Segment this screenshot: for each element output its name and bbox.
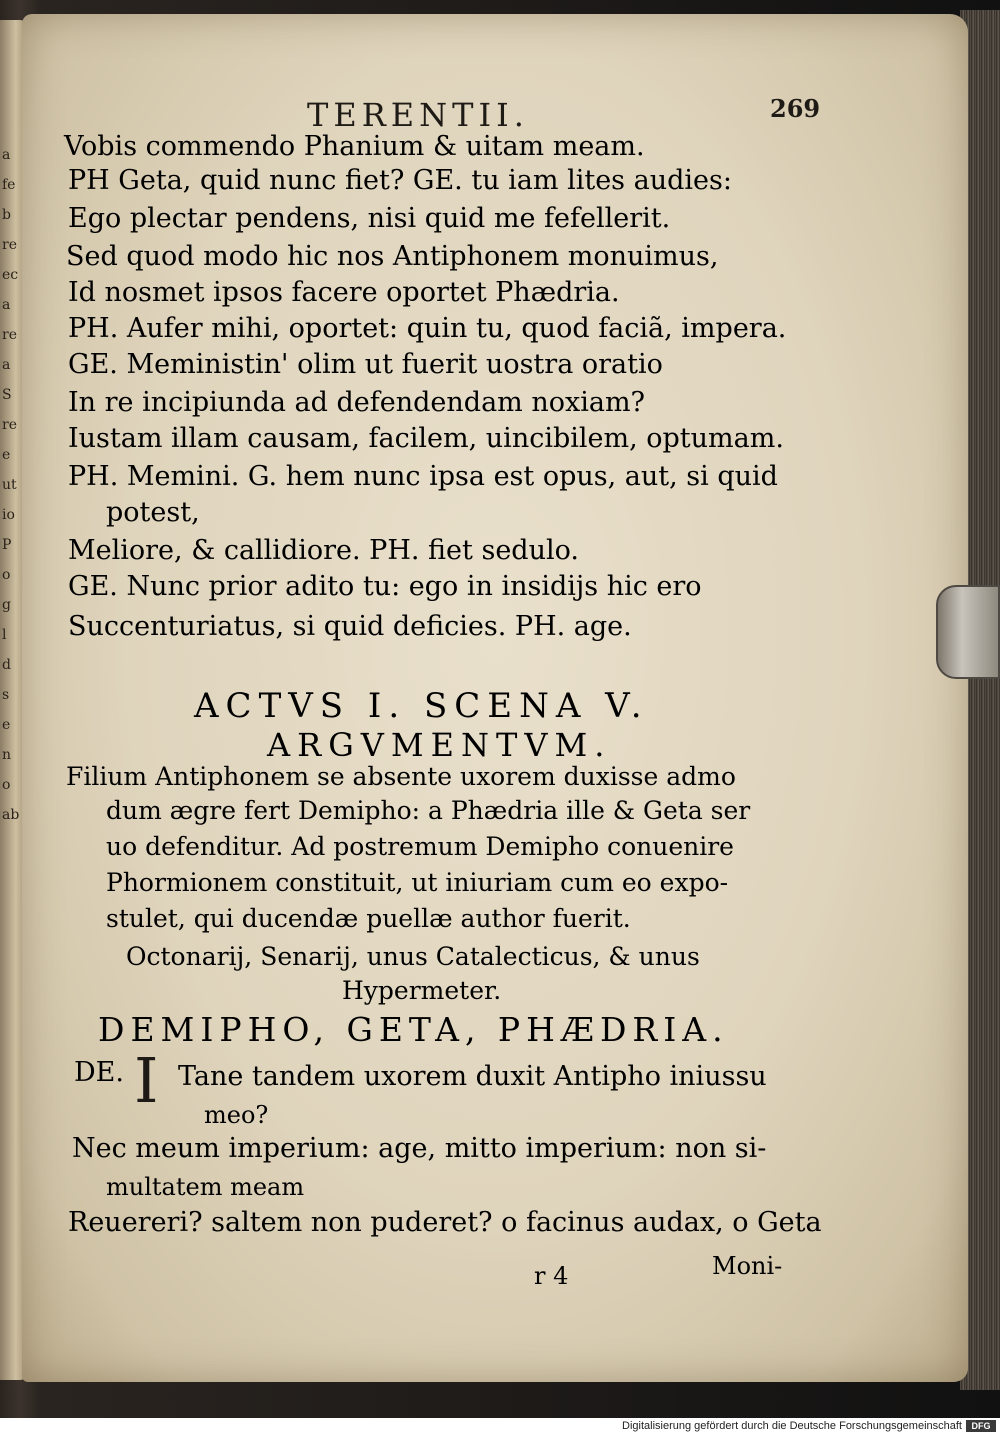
verse-line: GE. Nunc prior adito tu: ego in insidijs hic ero <box>68 571 702 602</box>
facing-page-fragment: ab <box>2 807 20 823</box>
verse-line: Iustam illam causam, facilem, uincibilem, optumam. <box>68 423 784 454</box>
footer-credit: Digitalisierung gefördert durch die Deutsche Forschungsgemeinschaft <box>622 1420 962 1432</box>
verse-line: Ego plectar pendens, nisi quid me fefellerit. <box>68 203 671 234</box>
verse-line: meo? <box>204 1101 269 1129</box>
dfg-logo: DFG <box>966 1420 996 1432</box>
facing-page-fragment: g <box>2 597 11 613</box>
facing-page-fragment: n <box>2 747 12 763</box>
page-number: 269 <box>770 94 821 123</box>
argument-line: stulet, qui ducendæ puellæ author fuerit. <box>106 904 631 933</box>
verse-line: multatem meam <box>106 1173 305 1201</box>
verse-line: Meliore, & callidiore. PH. fiet sedulo. <box>68 535 579 566</box>
signature-mark: r 4 <box>534 1262 569 1290</box>
facing-page-fragment: io <box>2 507 15 523</box>
argument-heading: ARGVMENTVM. <box>267 726 612 764</box>
running-head: TERENTII. <box>307 96 529 134</box>
verse-line: Reuereri? saltem non puderet? o facinus audax, o Geta <box>68 1207 822 1238</box>
verse-line: Sed quod modo hic nos Antiphonem monuimus, <box>66 241 719 272</box>
facing-page-fragment: b <box>2 207 11 223</box>
verse-line: PH Geta, quid nunc fiet? GE. tu iam lites audies: <box>68 165 732 196</box>
footer-bar <box>0 1418 1000 1434</box>
facing-page-fragments <box>2 140 24 1340</box>
personae-heading: DEMIPHO, GETA, PHÆDRIA. <box>98 1010 729 1049</box>
facing-page-fragment: S <box>2 387 12 403</box>
drop-initial: I <box>134 1044 159 1117</box>
meter-line: Octonarij, Senarij, unus Catalecticus, & unus <box>126 942 700 971</box>
book-page <box>22 14 968 1382</box>
facing-page-fragment: re <box>2 237 17 253</box>
facing-page-fragment: o <box>2 777 11 793</box>
facing-page-fragment: d <box>2 657 11 673</box>
verse-line: Tane tandem uxorem duxit Antipho iniussu <box>178 1061 767 1092</box>
catchword: Moni- <box>712 1252 783 1280</box>
verse-line: In re incipiunda ad defendendam noxiam? <box>68 387 646 418</box>
facing-page-fragment: re <box>2 417 17 433</box>
facing-page-fragment: fe <box>2 177 16 193</box>
facing-page-fragment: o <box>2 567 11 583</box>
facing-page-fragment: s <box>2 687 10 703</box>
verse-line: Id nosmet ipsos facere oportet Phædria. <box>68 277 620 308</box>
page-clip <box>936 585 1000 679</box>
facing-page-fragment: a <box>2 147 11 163</box>
facing-page-fragment: e <box>2 447 11 463</box>
facing-page-fragment: a <box>2 357 11 373</box>
verse-line: GE. Meministin' olim ut fuerit uostra oratio <box>68 349 663 380</box>
speaker-label: DE. <box>74 1057 124 1088</box>
facing-page-fragment: e <box>2 717 11 733</box>
argument-line: Filium Antiphonem se absente uxorem duxisse admo <box>66 762 736 791</box>
facing-page-fragment: P <box>2 537 12 553</box>
facing-page-fragment: a <box>2 297 11 313</box>
meter-line: Hypermeter. <box>342 976 502 1005</box>
verse-line: Vobis commendo Phanium & uitam meam. <box>64 131 645 162</box>
facing-page-fragment: l <box>2 627 7 643</box>
facing-page-fragment: re <box>2 327 17 343</box>
verse-line: PH. Memini. G. hem nunc ipsa est opus, aut, si quid <box>68 461 778 492</box>
argument-line: dum ægre fert Demipho: a Phædria ille & Geta ser <box>106 796 751 825</box>
verse-line: Nec meum imperium: age, mitto imperium: non si- <box>72 1133 767 1164</box>
facing-page-fragment: ec <box>2 267 19 283</box>
act-heading: ACTVS I. SCENA V. <box>194 686 649 726</box>
argument-line: uo defenditur. Ad postremum Demipho conuenire <box>106 832 734 861</box>
verse-line: PH. Aufer mihi, oportet: quin tu, quod faciã, impera. <box>68 313 787 344</box>
verse-line: Succenturiatus, si quid deficies. PH. age. <box>68 611 632 642</box>
argument-line: Phormionem constituit, ut iniuriam cum eo expo- <box>106 868 729 897</box>
facing-page-fragment: ut <box>2 477 17 493</box>
verse-line: potest, <box>106 497 200 528</box>
